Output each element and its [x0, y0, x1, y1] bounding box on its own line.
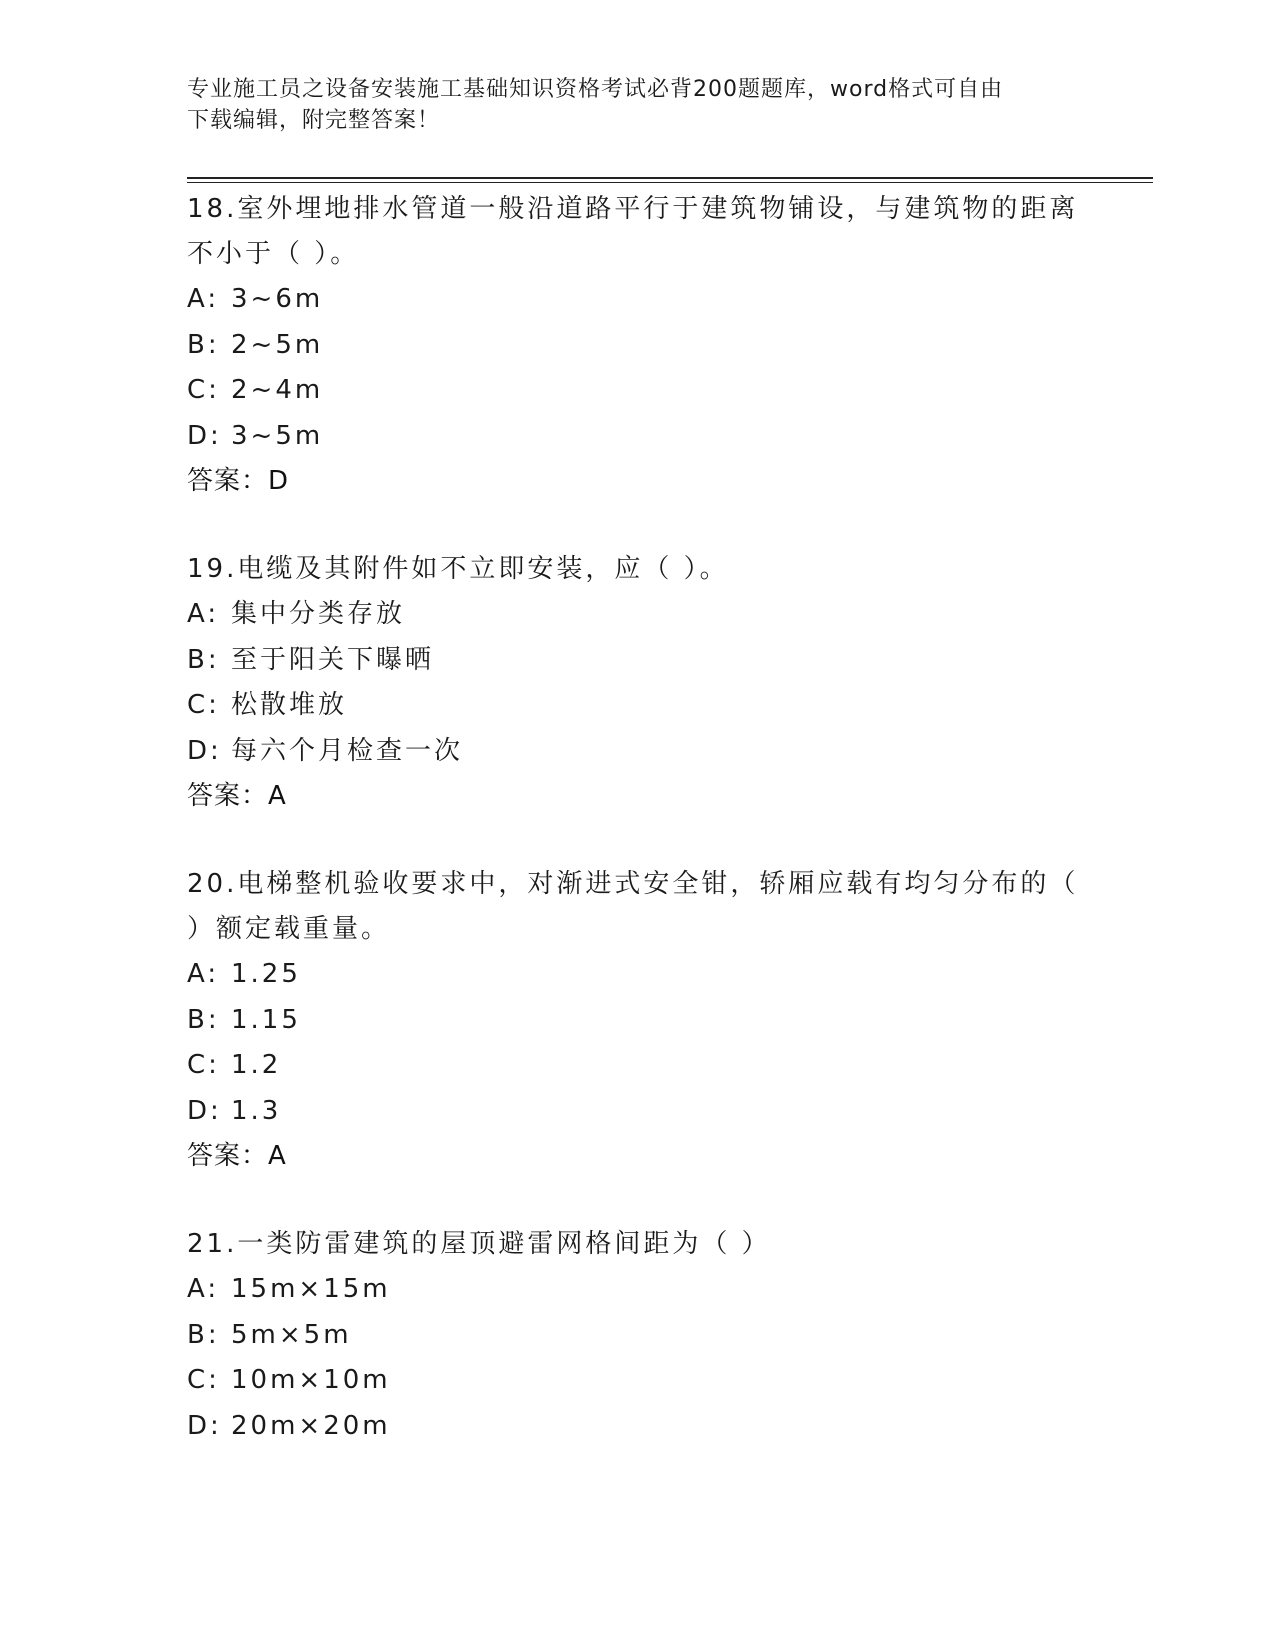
- answer-line: 答案：A: [187, 1141, 287, 1171]
- option-c: [187, 1043, 1087, 1089]
- answer-line: 答案：A: [187, 781, 287, 811]
- question-stem: 19.电缆及其附件如不立即安装，应（ ）。: [187, 554, 729, 584]
- question-stem: 21.一类防雷建筑的屋顶避雷网格间距为（ ）: [187, 1229, 771, 1259]
- option-key: B:: [187, 1319, 220, 1350]
- option-text: 2~5m: [231, 329, 324, 360]
- option-text: 集中分类存放: [231, 599, 406, 629]
- option-d: [187, 1089, 1087, 1135]
- option-key: A:: [187, 959, 220, 989]
- option-a: [187, 952, 1087, 998]
- option-c: [187, 1358, 1087, 1404]
- option-c: [187, 368, 1087, 414]
- option-a: [187, 277, 1087, 323]
- option-key: D:: [187, 1095, 222, 1126]
- option-key: B:: [187, 1004, 220, 1035]
- option-key: C:: [187, 375, 220, 405]
- option-d: [187, 729, 1087, 775]
- question-stem: 20.电梯整机验收要求中，对渐进式安全钳，轿厢应载有均匀分布的（: [187, 869, 1079, 899]
- option-key: D:: [187, 1410, 222, 1441]
- option-key: C:: [187, 1050, 220, 1080]
- option-text: 3~5m: [231, 420, 324, 451]
- option-key: A:: [187, 1274, 220, 1304]
- question-list: [187, 187, 1087, 1449]
- option-text: 15m×15m: [231, 1274, 391, 1304]
- header-divider-thick: [187, 177, 1153, 179]
- option-key: D:: [187, 735, 222, 766]
- option-d: [187, 1404, 1087, 1450]
- header-divider-thin: [187, 182, 1153, 183]
- option-d: [187, 414, 1087, 460]
- option-text: 每六个月检查一次: [231, 735, 464, 766]
- option-text: 1.15: [231, 1004, 301, 1035]
- question-21: [187, 1222, 1087, 1449]
- question-stem-continued: ）额定载重量。: [187, 914, 391, 944]
- answer-line: 答案：D: [187, 466, 290, 496]
- question-20: [187, 862, 1087, 1178]
- option-key: D:: [187, 420, 222, 451]
- option-key: A:: [187, 599, 220, 629]
- option-b: [187, 638, 1087, 684]
- question-18: [187, 187, 1087, 503]
- option-text: 1.3: [231, 1095, 282, 1126]
- option-text: 1.25: [231, 959, 301, 989]
- option-b: [187, 1313, 1087, 1359]
- option-text: 10m×10m: [231, 1365, 391, 1395]
- question-spacer: [187, 818, 1087, 862]
- option-text: 3~6m: [231, 284, 324, 314]
- option-key: A:: [187, 284, 220, 314]
- header-line-1: 专业施工员之设备安装施工基础知识资格考试必背200题题库，word格式可自由: [187, 77, 1004, 102]
- document-header: [187, 74, 1067, 136]
- option-b: [187, 323, 1087, 369]
- question-stem-continued: 不小于（ ）。: [187, 239, 360, 269]
- header-line-2: 下载编辑，附完整答案！: [187, 108, 441, 133]
- option-key: C:: [187, 690, 220, 720]
- option-text: 至于阳关下曝晒: [231, 644, 435, 675]
- option-b: [187, 998, 1087, 1044]
- option-key: B:: [187, 644, 220, 675]
- option-a: [187, 592, 1087, 638]
- question-spacer: [187, 1178, 1087, 1222]
- option-a: [187, 1267, 1087, 1313]
- question-stem: 18.室外埋地排水管道一般沿道路平行于建筑物铺设，与建筑物的距离: [187, 194, 1079, 224]
- option-text: 2~4m: [231, 375, 324, 405]
- option-c: [187, 683, 1087, 729]
- option-text: 松散堆放: [231, 690, 348, 720]
- option-text: 20m×20m: [231, 1410, 391, 1441]
- question-spacer: [187, 503, 1087, 547]
- option-text: 1.2: [231, 1050, 282, 1080]
- option-key: C:: [187, 1365, 220, 1395]
- question-19: [187, 547, 1087, 818]
- option-text: 5m×5m: [231, 1319, 352, 1350]
- option-key: B:: [187, 329, 220, 360]
